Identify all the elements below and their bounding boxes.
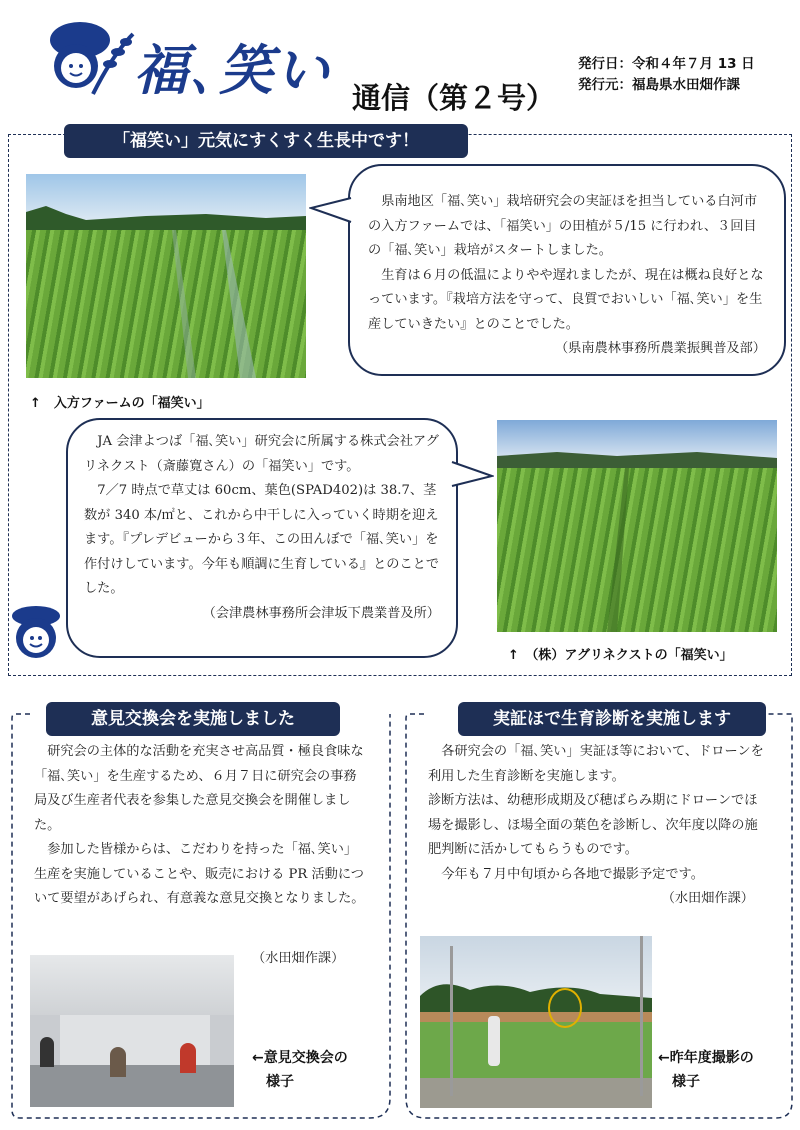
section-growth-title: 「福笑い」元気にすくすく生長中です！ [64, 124, 468, 158]
section-drone-text [428, 740, 768, 912]
bubble1-source: （県南農林事務所農業振興普及部） [555, 341, 766, 356]
bubble2-text [84, 430, 440, 626]
bubble2-p1: JA 会津よつば「福､笑い」研究会に所属する株式会社アグリネクスト（斎藤寛さん）の「福笑い」です。 [84, 434, 439, 474]
section-meeting-title: 意見交換会を実施しました [46, 702, 340, 736]
drone-caption-line2: 様子 [672, 1074, 700, 1090]
bubble-tail [309, 196, 353, 226]
photo-agrinext [497, 420, 777, 632]
drone-p3: 今年も７月中旬頃から各地で撮影予定です。 [441, 866, 704, 882]
newsletter-subtitle: 通信（第２号） [352, 81, 556, 115]
mascot-icon [38, 14, 138, 109]
mascot-small-icon [8, 602, 64, 666]
meeting-caption-line1: ←意見交換会の [252, 1050, 348, 1066]
drone-p1: 各研究会の「福､笑い」実証ほ等において、ドローンを利用した生育診断を実施します。 [428, 744, 764, 784]
issue-date: 発行日：令和４年７月 13 日 [578, 56, 755, 72]
meeting-caption-line2: 様子 [266, 1074, 294, 1090]
drone-caption-line1: ←昨年度撮影の [658, 1050, 754, 1066]
bubble1-p1: 県南地区「福､笑い」栽培研究会の実証ほを担当している白河市の入方ファームでは、「福笑い」の田植が５/15 に行われ、３回目の「福､笑い」栽培がスタートしました。 [368, 194, 758, 258]
drone-caption [658, 1046, 754, 1094]
section-meeting-text [34, 740, 366, 912]
logo [38, 14, 368, 109]
publisher: 発行元：福島県水田畑作課 [578, 77, 740, 93]
photo1-caption: ↑ 入方ファームの「福笑い」 [30, 396, 210, 411]
issue-info [578, 54, 755, 96]
meeting-p2: 参加した皆様からは、こだわりを持った「福､笑い」生産を実施していることや、販売における PR 活動について要望があげられ、有意義な意見交換となりました。 [34, 842, 365, 906]
meeting-p1: 研究会の主体的な活動を充実させ高品質・極良食味な「福､笑い」を生産するため、６月７日に研究会の事務局及び生産者代表を参集した意見交換会を開催しました。 [34, 744, 364, 833]
drone-p2: 診断方法は、幼穂形成期及び穂ばらみ期にドローンでほ場を撮影し、ほ場全面の葉色を診断し、次年度以降の施肥判断に活かしてもらうものです。 [428, 793, 758, 857]
bubble-tail-2 [448, 460, 494, 490]
photo-drone [420, 936, 652, 1108]
bubble2-p2: 7／7 時点で草丈は 60cm、葉色(SPAD402)は 38.7、茎数が 340 本/㎡と、これから中干しに入っていく時期を迎えます。『プレデビューから３年、この田んぼで「福､笑い」を作付けしています。今年も順調に生育している』とのことでした。 [84, 483, 440, 596]
meeting-caption [252, 1046, 348, 1094]
logo-text: 福､笑い [134, 39, 331, 102]
photo-irikata-farm [26, 174, 306, 378]
bubble2-source: （会津農林事務所会津坂下農業普及所） [202, 605, 440, 621]
bubble1-p2: 生育は６月の低温によりやや遅れましたが、現在は概ね良好となっています。『栽培方法を守って、良質でおいしい「福､笑い」を生産していきたい』とのことでした。 [368, 267, 764, 332]
photo-meeting [30, 955, 234, 1107]
meeting-source: （水田畑作課） [252, 951, 345, 966]
section-drone-title: 実証ほで生育診断を実施します [458, 702, 766, 736]
drone-source: （水田畑作課） [661, 891, 754, 906]
bubble1-text [368, 190, 766, 362]
photo2-caption: ↑ （株）アグリネクストの「福笑い」 [508, 648, 733, 663]
